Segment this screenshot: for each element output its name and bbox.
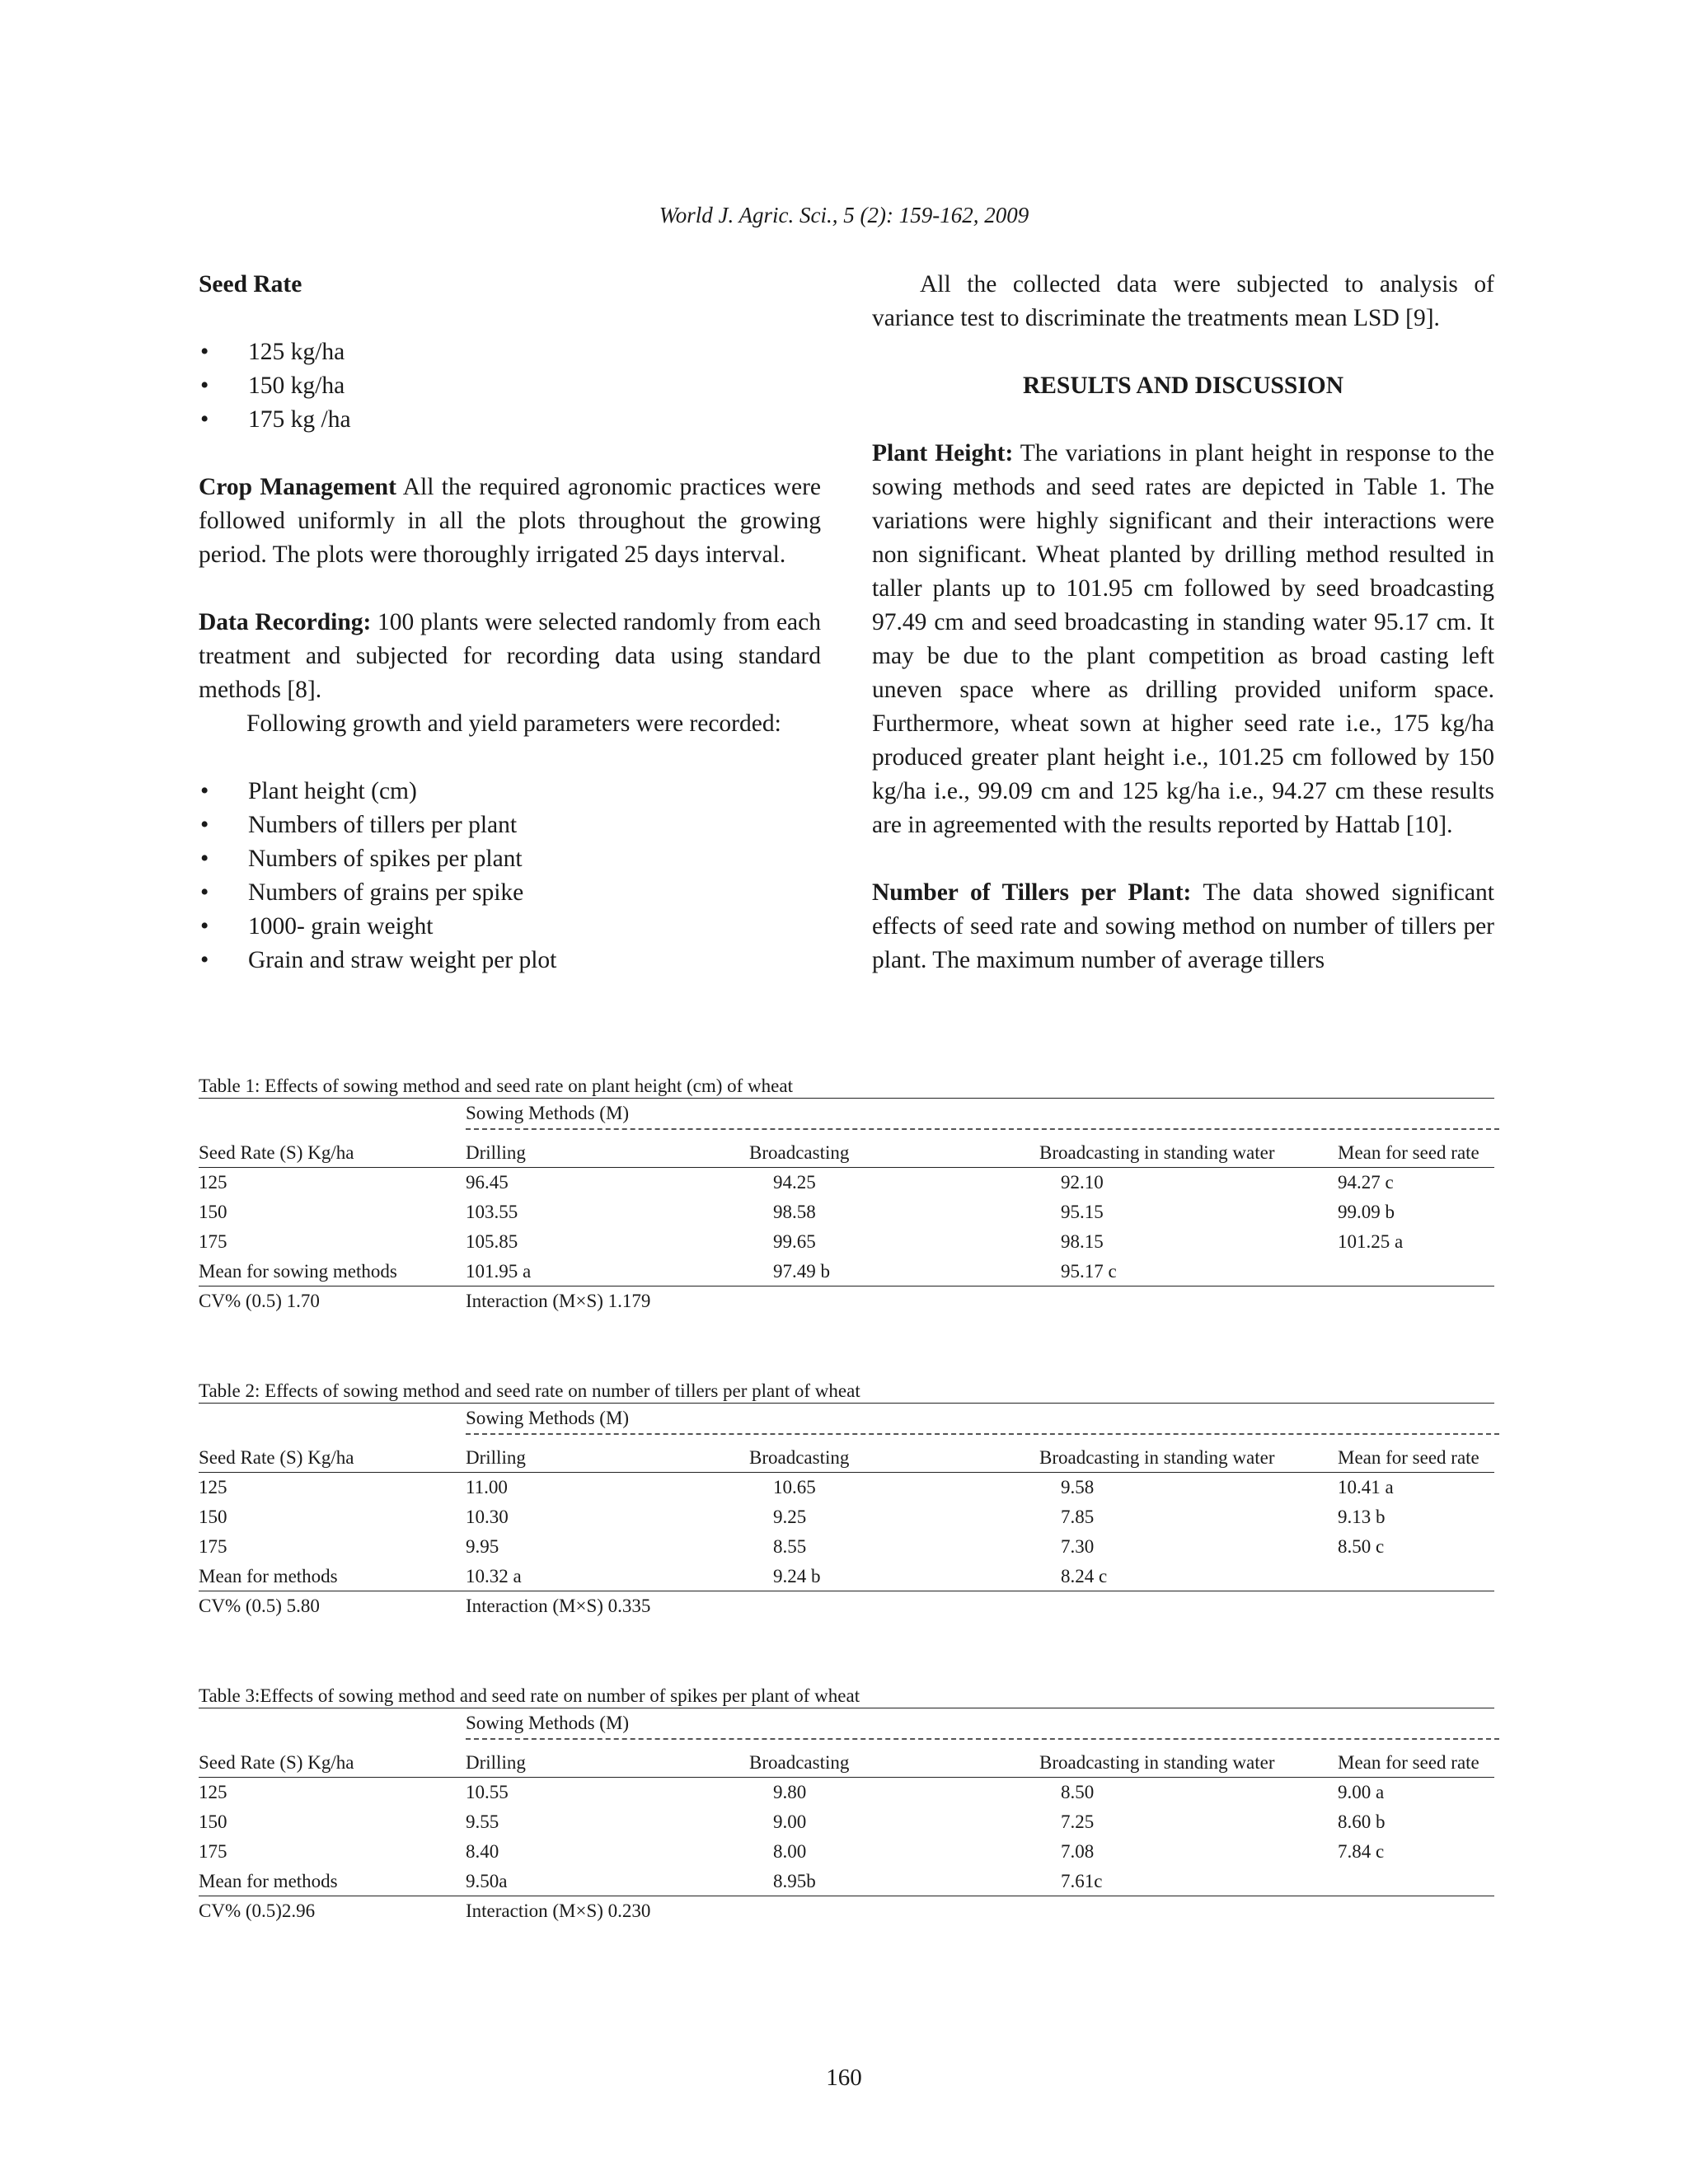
- table-cell: 95.17 c: [1061, 1261, 1117, 1282]
- table-row: [199, 1502, 1494, 1532]
- table-2: [199, 1379, 1494, 1621]
- table-cell: 10.30: [466, 1507, 509, 1527]
- group-label: Sowing Methods (M): [466, 1713, 630, 1733]
- header-cell: Seed Rate (S) Kg/ha: [199, 1447, 354, 1468]
- table-cell: 10.32 a: [466, 1566, 522, 1586]
- table-footer-row: [199, 1896, 1494, 1926]
- table-cell: 9.24 b: [773, 1566, 821, 1586]
- analysis-paragraph: All the collected data were subjected to analysis of variance test to discriminate the treatments mean LSD [9].: [872, 271, 1494, 331]
- cv-value: CV% (0.5)2.96: [199, 1900, 316, 1921]
- dashed-divider: [466, 1433, 1499, 1435]
- dashed-divider: [466, 1128, 1499, 1130]
- table-row: [199, 1197, 1494, 1227]
- header-cell: Drilling: [466, 1142, 526, 1163]
- table-cell: Mean for methods: [199, 1566, 338, 1586]
- header-cell: Broadcasting: [749, 1447, 850, 1468]
- list-item: • Plant height (cm): [199, 775, 821, 808]
- interaction-value: Interaction (M×S) 0.335: [466, 1596, 651, 1616]
- table-cell: 99.09 b: [1338, 1202, 1395, 1222]
- header-cell: Drilling: [466, 1752, 526, 1773]
- journal-header: World J. Agric. Sci., 5 (2): 159-162, 2009: [659, 203, 1029, 227]
- table-cell: 105.85: [466, 1231, 518, 1252]
- table-cell: 10.65: [773, 1477, 816, 1497]
- plant-height-text: The variations in plant height in response to the sowing methods and seed rates are depicted in Table 1. The variations were highly significant and their interactions were non significant. Wheat planted by drilling method resulted in taller plants up to 101.95 cm followed by seed broadcasting 97.49 cm and seed broadcasting in standing water 95.17 cm. It may be due to the plant competition as broad casting left uneven space where as drilling provided uniform space. Furthermore, wheat sown at higher seed rate i.e., 175 kg/ha produced greater plant height i.e., 101.25 cm followed by 150 kg/ha i.e., 99.09 cm and 125 kg/ha i.e., 94.27 cm these results are in agreemented with the results reported by Hattab [10].: [872, 440, 1494, 838]
- left-column: [199, 268, 821, 977]
- table-cell: 94.27 c: [1338, 1172, 1394, 1193]
- table-cell: 7.85: [1061, 1507, 1095, 1527]
- header-cell: Broadcasting in standing water: [1039, 1447, 1275, 1468]
- table-header-row: [199, 1138, 1494, 1168]
- tillers-title: Number of Tillers per Plant:: [872, 879, 1192, 906]
- table-group-header: [199, 1099, 1494, 1138]
- crop-management-title: Crop Management: [199, 474, 396, 500]
- table-cell: 125: [199, 1172, 227, 1193]
- parameters-list: [199, 775, 821, 977]
- list-item: • Grain and straw weight per plot: [199, 944, 821, 977]
- table-cell: 9.00: [773, 1811, 807, 1832]
- table-caption: Table 3:Effects of sowing method and seed rate on number of spikes per plant of wheat: [199, 1684, 1494, 1708]
- results-heading: RESULTS AND DISCUSSION: [1022, 373, 1344, 399]
- plant-height-paragraph: [872, 437, 1494, 842]
- seed-rate-title: Seed Rate: [199, 271, 302, 298]
- interaction-value: Interaction (M×S) 0.230: [466, 1900, 651, 1921]
- right-column: [872, 268, 1494, 977]
- table-cell: 9.00 a: [1338, 1782, 1385, 1802]
- table-row: [199, 1257, 1494, 1286]
- table-cell: 95.15: [1061, 1202, 1104, 1222]
- table-cell: 175: [199, 1841, 227, 1862]
- table-cell: 7.61c: [1061, 1871, 1103, 1891]
- table-cell: 125: [199, 1477, 227, 1497]
- crop-management-text: All the required agronomic practices were followed uniformly in all the plots throughout the growing period. The plots were thoroughly irrigated 25 days interval.: [199, 474, 821, 568]
- table-cell: 150: [199, 1811, 227, 1832]
- table-cell: 92.10: [1061, 1172, 1104, 1193]
- header-cell: Broadcasting in standing water: [1039, 1142, 1275, 1163]
- parameters-intro: Following growth and yield parameters were recorded:: [246, 710, 781, 737]
- table-cell: 8.40: [466, 1841, 499, 1862]
- plant-height-title: Plant Height:: [872, 440, 1014, 466]
- table-cell: 10.55: [466, 1782, 509, 1802]
- table-row: [199, 1473, 1494, 1502]
- table-caption: Table 2: Effects of sowing method and seed rate on number of tillers per plant of wheat: [199, 1379, 1494, 1404]
- group-label: Sowing Methods (M): [466, 1103, 630, 1123]
- table-cell: 8.60 b: [1338, 1811, 1386, 1832]
- seed-rate-list: [199, 335, 821, 437]
- crop-management-paragraph: [199, 471, 821, 572]
- table-cell: Mean for methods: [199, 1871, 338, 1891]
- tillers-text: The data showed significant effects of seed rate and sowing method on number of tillers per plant. The maximum number of average tillers: [872, 879, 1494, 973]
- table-row: [199, 1837, 1494, 1867]
- tillers-paragraph: [872, 876, 1494, 977]
- table-group-header: [199, 1708, 1494, 1748]
- table-cell: 7.08: [1061, 1841, 1095, 1862]
- table-cell: 9.25: [773, 1507, 807, 1527]
- interaction-value: Interaction (M×S) 1.179: [466, 1291, 651, 1311]
- table-cell: Mean for sowing methods: [199, 1261, 397, 1282]
- header-cell: Mean for seed rate: [1338, 1752, 1479, 1773]
- table-cell: 98.15: [1061, 1231, 1104, 1252]
- table-row: [199, 1562, 1494, 1591]
- table-footer-row: [199, 1591, 1494, 1621]
- table-cell: 96.45: [466, 1172, 509, 1193]
- dashed-divider: [466, 1738, 1499, 1740]
- table-cell: 8.00: [773, 1841, 807, 1862]
- table-cell: 11.00: [466, 1477, 508, 1497]
- table-cell: 9.50a: [466, 1871, 508, 1891]
- list-item: • 175 kg /ha: [199, 403, 821, 437]
- data-recording-title: Data Recording:: [199, 609, 372, 635]
- table-cell: 8.50 c: [1338, 1536, 1385, 1557]
- table-cell: 97.49 b: [773, 1261, 830, 1282]
- table-cell: 125: [199, 1782, 227, 1802]
- table-cell: 7.25: [1061, 1811, 1095, 1832]
- table-footer-row: [199, 1286, 1494, 1316]
- header-cell: Broadcasting: [749, 1142, 850, 1163]
- table-cell: 8.95b: [773, 1871, 816, 1891]
- table-cell: 99.65: [773, 1231, 816, 1252]
- header-cell: Seed Rate (S) Kg/ha: [199, 1142, 354, 1163]
- list-item: • 125 kg/ha: [199, 335, 821, 369]
- header-cell: Broadcasting in standing water: [1039, 1752, 1275, 1773]
- table-cell: 10.41 a: [1338, 1477, 1394, 1497]
- table-row: [199, 1168, 1494, 1197]
- header-cell: Mean for seed rate: [1338, 1447, 1479, 1468]
- group-label: Sowing Methods (M): [466, 1408, 630, 1428]
- list-item: • 150 kg/ha: [199, 369, 821, 403]
- table-cell: 7.30: [1061, 1536, 1095, 1557]
- data-recording-text: 100 plants were selected randomly from each treatment and subjected for recording data using standard methods [8].: [199, 609, 821, 703]
- table-3: [199, 1684, 1494, 1926]
- page-number: 160: [826, 2064, 862, 2091]
- cv-value: CV% (0.5) 1.70: [199, 1291, 320, 1311]
- header-cell: Drilling: [466, 1447, 526, 1468]
- table-cell: 9.13 b: [1338, 1507, 1386, 1527]
- table-cell: 94.25: [773, 1172, 816, 1193]
- table-cell: 9.55: [466, 1811, 499, 1832]
- list-item: • Numbers of spikes per plant: [199, 842, 821, 876]
- table-cell: 101.25 a: [1338, 1231, 1404, 1252]
- header-cell: Seed Rate (S) Kg/ha: [199, 1752, 354, 1773]
- table-cell: 8.24 c: [1061, 1566, 1108, 1586]
- table-group-header: [199, 1404, 1494, 1443]
- table-cell: 101.95 a: [466, 1261, 532, 1282]
- list-item: • Numbers of tillers per plant: [199, 808, 821, 842]
- list-item: • 1000- grain weight: [199, 910, 821, 944]
- cv-value: CV% (0.5) 5.80: [199, 1596, 320, 1616]
- table-cell: 98.58: [773, 1202, 816, 1222]
- table-cell: 8.50: [1061, 1782, 1095, 1802]
- table-row: [199, 1227, 1494, 1257]
- table-row: [199, 1532, 1494, 1562]
- table-row: [199, 1807, 1494, 1837]
- table-row: [199, 1778, 1494, 1807]
- header-cell: Broadcasting: [749, 1752, 850, 1773]
- table-cell: 9.58: [1061, 1477, 1095, 1497]
- data-recording-paragraph: [199, 606, 821, 707]
- table-header-row: [199, 1748, 1494, 1778]
- list-item: • Numbers of grains per spike: [199, 876, 821, 910]
- table-1: [199, 1074, 1494, 1316]
- table-cell: 9.95: [466, 1536, 499, 1557]
- table-row: [199, 1867, 1494, 1896]
- table-cell: 175: [199, 1536, 227, 1557]
- header-cell: Mean for seed rate: [1338, 1142, 1479, 1163]
- table-cell: 175: [199, 1231, 227, 1252]
- table-cell: 7.84 c: [1338, 1841, 1385, 1862]
- table-caption: Table 1: Effects of sowing method and seed rate on plant height (cm) of wheat: [199, 1074, 1494, 1099]
- table-cell: 8.55: [773, 1536, 807, 1557]
- table-header-row: [199, 1443, 1494, 1473]
- table-cell: 103.55: [466, 1202, 518, 1222]
- table-cell: 150: [199, 1202, 227, 1222]
- table-cell: 9.80: [773, 1782, 807, 1802]
- table-cell: 150: [199, 1507, 227, 1527]
